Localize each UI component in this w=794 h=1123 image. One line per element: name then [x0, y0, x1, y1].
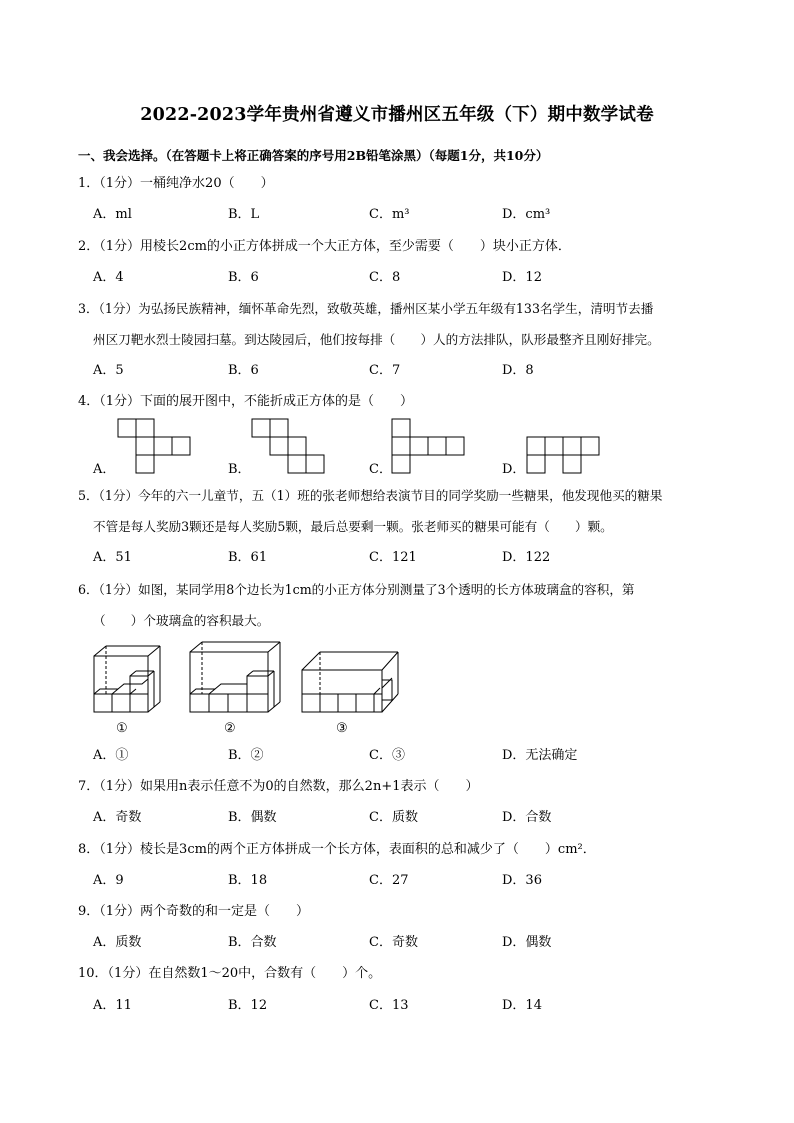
section-heading: 一、我会选择。（在答题卡上将正确答案的序号用2B铅笔涂黑）（每题1分，共10分） — [78, 148, 549, 163]
question-4: 4．（1分）下面的展开图中，不能折成正方体的是（ ） — [78, 394, 414, 409]
q5-option-c: C．121 — [369, 550, 417, 565]
q9-option-d: D．偶数 — [502, 935, 552, 950]
question-2: 2．（1分）用棱长2cm的小正方体拼成一个大正方体，至少需要（ ）块小正方体． — [78, 239, 571, 254]
glass-box-3-diagram — [300, 650, 400, 714]
q10-option-c: C．13 — [369, 998, 409, 1013]
figure-caption-1: ① — [116, 721, 128, 736]
question-3: 3．（1分）为弘扬民族精神，缅怀革命先烈，致敬英雄，播州区某小学五年级有133名学生，清明节去播 — [78, 301, 654, 316]
q5-option-b: B．61 — [228, 550, 268, 565]
net-d-diagram — [526, 436, 602, 474]
q4-option-a: A． — [93, 462, 116, 477]
q6-option-d: D．无法确定 — [502, 748, 578, 763]
q8-option-d: D．36 — [502, 873, 542, 888]
glass-box-1-diagram — [92, 644, 164, 714]
question-7: 7．（1分）如果用n表示任意不为0的自然数，那么2n+1表示（ ） — [78, 779, 479, 794]
figure-caption-3: ③ — [336, 721, 348, 736]
q1-option-d: D．cm³ — [502, 207, 551, 222]
question-6: 6．（1分）如图，某同学用8个边长为1cm的小正方体分别测量了3个透明的长方体玻璃盒的容积，第 — [78, 582, 635, 597]
question-1: 1．（1分）一桶纯净水20（ ） — [78, 176, 274, 191]
q3-option-a: A．5 — [93, 363, 124, 378]
q2-option-a: A．4 — [93, 270, 124, 285]
q4-option-c: C． — [369, 462, 392, 477]
q2-option-c: C．8 — [369, 270, 401, 285]
question-6-line2: （ ）个玻璃盒的容积最大。 — [93, 613, 270, 628]
q5-option-a: A．51 — [93, 550, 132, 565]
q9-option-b: B．合数 — [228, 935, 277, 950]
q8-option-b: B．18 — [228, 873, 268, 888]
q3-option-c: C．7 — [369, 363, 401, 378]
q3-option-d: D．8 — [502, 363, 534, 378]
q1-option-b: B．L — [228, 207, 260, 222]
q9-option-a: A．质数 — [93, 935, 142, 950]
question-9: 9．（1分）两个奇数的和一定是（ ） — [78, 904, 310, 919]
q2-option-b: B．6 — [228, 270, 259, 285]
q7-option-a: A．奇数 — [93, 810, 142, 825]
q9-option-c: C．奇数 — [369, 935, 418, 950]
q10-option-d: D．14 — [502, 998, 542, 1013]
question-3-line2: 州区刀靶水烈士陵园扫墓。到达陵园后，他们按每排（ ）人的方法排队，队形最整齐且刚好排完。 — [93, 332, 660, 347]
q4-option-d: D． — [502, 462, 526, 477]
q10-option-b: B．12 — [228, 998, 268, 1013]
net-a-diagram — [117, 418, 193, 474]
net-b-diagram — [251, 418, 327, 474]
question-10: 10．（1分）在自然数1～20中，合数有（ ）个。 — [78, 966, 382, 981]
page-title: 2022-2023学年贵州省遵义市播州区五年级（下）期中数学试卷 — [140, 105, 654, 125]
q3-option-b: B．6 — [228, 363, 259, 378]
q6-option-c: C．③ — [369, 748, 405, 763]
question-5-line2: 不管是每人奖励3颗还是每人奖励5颗，最后总要剩一颗。张老师买的糖果可能有（ ）颗。 — [93, 519, 613, 534]
q4-option-b: B． — [228, 462, 251, 477]
q6-option-a: A．① — [93, 748, 129, 763]
q1-option-a: A．ml — [93, 207, 132, 222]
question-5: 5．（1分）今年的六一儿童节，五（1）班的张老师想给表演节目的同学奖励一些糖果，他发现他买的糖果 — [78, 488, 663, 503]
q6-option-b: B．② — [228, 748, 264, 763]
q8-option-a: A．9 — [93, 873, 124, 888]
q7-option-b: B．偶数 — [228, 810, 277, 825]
glass-box-2-diagram — [188, 640, 284, 714]
q8-option-c: C．27 — [369, 873, 409, 888]
question-8: 8．（1分）棱长是3cm的两个正方体拼成一个长方体，表面积的总和减少了（ ）cm²． — [78, 842, 596, 857]
q10-option-a: A．11 — [93, 998, 132, 1013]
q1-option-c: C．m³ — [369, 207, 410, 222]
q5-option-d: D．122 — [502, 550, 551, 565]
q7-option-c: C．质数 — [369, 810, 418, 825]
q2-option-d: D．12 — [502, 270, 542, 285]
net-c-diagram — [391, 418, 467, 474]
q7-option-d: D．合数 — [502, 810, 552, 825]
figure-caption-2: ② — [224, 721, 236, 736]
